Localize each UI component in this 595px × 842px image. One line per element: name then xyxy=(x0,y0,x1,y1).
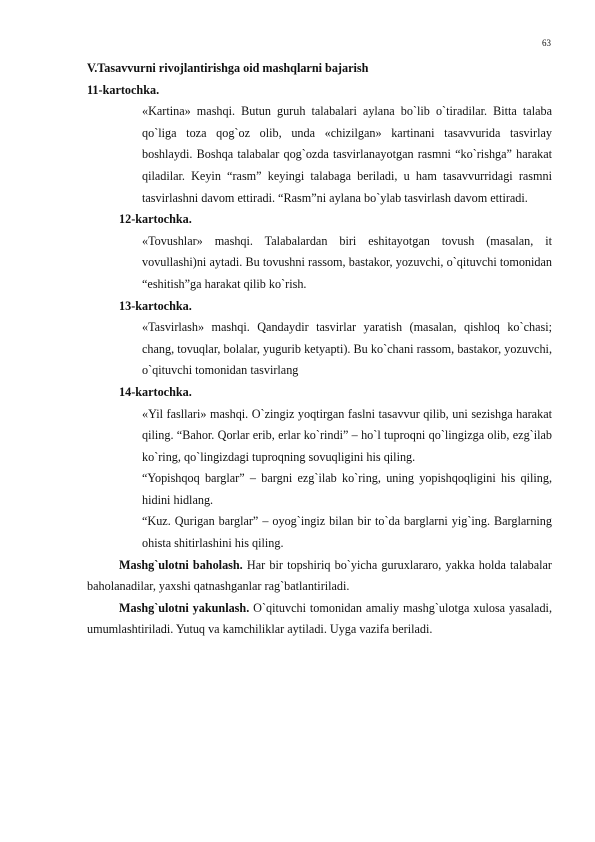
evaluation-paragraph xyxy=(87,555,552,598)
card-paragraph: «Tasvirlash» mashqi. Qandaydir tasvirlar yaratish (masalan, qishloq ko`chasi; chang, tovuqlar, bolalar, yugurib ketyapti). Bu ko`chani rassom, bastakor, yozuvchi, o`qituvchi tomonidan tasvirlang xyxy=(142,320,552,378)
evaluation-text: Har bir topshiriq bo`yicha guruxlararo, yakka holda talabalar baholanadilar, yaxshi qatnashganlar rag`batlantiriladi. xyxy=(87,557,552,594)
card-paragraph: «Yil fasllari» mashqi. O`zingiz yoqtirgan faslni tasavvur qilib, uni sezishga harakat qiling. “Bahor. Qorlar erib, erlar ko`rindi” – ho`l tuproqni qo`lingizga olib, ezg`ilab ko`ring, qo`lingizdagi tuproqning sovuqligini his qiling. xyxy=(142,406,552,464)
conclusion-paragraph xyxy=(87,598,552,641)
conclusion-text: O`qituvchi tomonidan amaliy mashg`ulotga xulosa yasaladi, umumlashtiriladi. Yutuq va kamchiliklar aytiladi. Uyga vazifa beriladi. xyxy=(87,600,552,637)
card-paragraph: «Kartina» mashqi. Butun guruh talabalari aylana bo`lib o`tiradilar. Bitta talaba qo`liga toza qog`oz olib, unda «chizilgan» kartinani tasavvurida tasvirlay boshlaydi. Boshqa talabalar qog`ozda tasvirlanayotgan rasmni “ko`rishga” harakat qiladilar. Keyin “rasm” keyingi talabaga beriladi, u ham tasavvurridagi rasmni tasvirlashni davom ettiradi. “Rasm”ni aylana bo`ylab tasvirlash davom ettiradi. xyxy=(142,104,552,205)
document-body xyxy=(87,58,552,641)
card-title: 12-kartochka. xyxy=(119,212,192,227)
card-title: 14-kartochka. xyxy=(119,384,192,399)
card-title: 11-kartochka. xyxy=(87,82,160,97)
card-paragraph: «Tovushlar» mashqi. Talabalardan biri eshitayotgan tovush (masalan, it vovullashi)ni aytadi. Bu tovushni rassom, bastakor, yozuvchi, o`qituvchi tomonidan “eshitish”ga harakat qilib ko`rish. xyxy=(142,233,552,291)
card-title: 13-kartochka. xyxy=(119,298,192,313)
page-number: 63 xyxy=(542,38,551,48)
section-title: V.Tasavvurni rivojlantirishga oid mashqlarni bajarish xyxy=(87,61,369,75)
card-paragraph: “Yopishqoq barglar” – bargni ezg`ilab ko`ring, uning yopishqoqligini his qiling, hidini hidlang. xyxy=(142,471,552,507)
card-paragraph: “Kuz. Qurigan barglar” – oyog`ingiz bilan bir to`da barglarni yig`ing. Barglarning ohista shitirlashini his qiling. xyxy=(142,514,552,551)
evaluation-label: Mashg`ulotni baholash. xyxy=(119,557,243,572)
conclusion-label: Mashg`ulotni yakunlash. xyxy=(119,600,250,615)
